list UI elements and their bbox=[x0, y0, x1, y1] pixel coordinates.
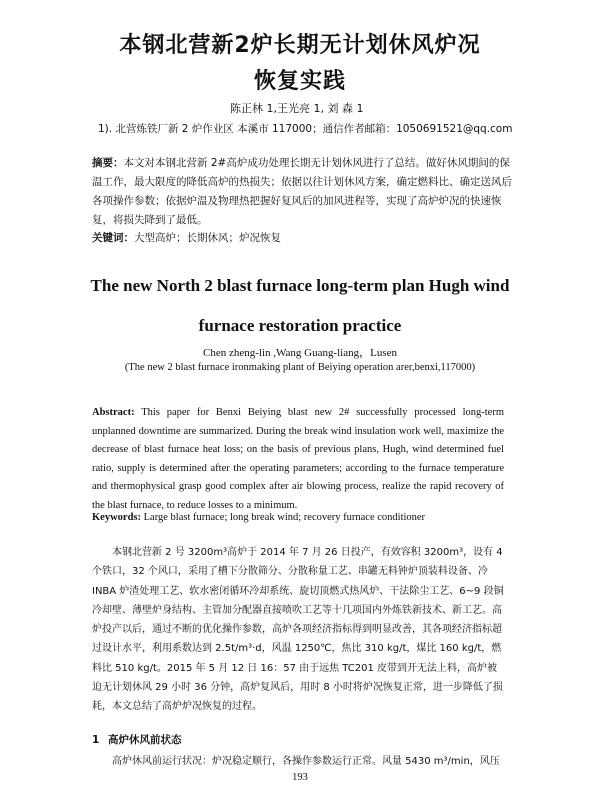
abstract-zh bbox=[92, 154, 512, 230]
keywords-zh-text: 大型高炉；长期休风；炉况恢复 bbox=[134, 232, 281, 244]
abstract-zh-text: 本文对本钢北营新 2#高炉成功处理长期无计划休风进行了总结。做好休风期间的保温工作，最大限度的降低高炉的热损失；依据以往计划休风方案，确定燃料比、确定送风后各项操作参数；依据炉温及物理热把握好复风后的加风进程等，实现了高炉炉况的快速恢复，将损失降到了最低。 bbox=[92, 157, 512, 226]
authors-en: Chen zheng-lin ,Wang Guang-liang，Lusen bbox=[202, 347, 397, 359]
title-en-line2: furnace restoration practice bbox=[198, 316, 402, 335]
body-paragraph: 本钢北营新 2 号 3200m³高炉于 2014 年 7 月 26 日投产，有效容积 3200m³，设有 4 个铁口，32 个风口，采用了槽下分散筛分、分散称量工艺、串罐无料钟炉顶装料设备、冷 INBA 炉渣处理工艺、软水密闭循环冷却系统、旋切顶燃式热风炉、干法除尘工艺、6~9 段铜冷却壁、薄壁炉身结构、主管加分配器直接喷吹工艺等十几项国内外炼铁新技术、新工艺。高炉投产以后，通过不断的优化操作参数，高炉各项经济指标得到明显改善，其各项经济指标超过设计水平，利用系数达到 2.5t/m³·d，风温 1250℃，焦比 310 kg/t，煤比 160 kg/t，燃料比 510 kg/t。2015 年 5 月 12 日 16：57 由于远焦 TC201 皮带到开无法上料，高炉被迫无计划休风 29 小时 36 分钟，高炉复风后，用时 8 小时将炉况恢复正常，进一步降低了损耗，本文总结了高炉炉况恢复的过程。 bbox=[92, 547, 504, 713]
section-text: 高炉休风前运行状况：炉况稳定顺行，各操作参数运行正常。风量 5430 m³/min，风压 bbox=[112, 756, 500, 767]
title-zh-line1: 本钢北营新2炉长期无计划休风炉况 bbox=[119, 33, 481, 58]
section-title: 高炉休风前状态 bbox=[108, 734, 182, 746]
keywords-en bbox=[92, 512, 512, 523]
keywords-en-text: Large blast furnace; long break wind; recovery furnace conditioner bbox=[143, 512, 426, 523]
affiliation-en: (The new 2 blast furnace ironmaking plant of Beiying operation arer,benxi,117000) bbox=[124, 362, 476, 373]
abstract-en-text: This paper for Benxi Beiying blast new 2# successfully processed long-term unplanned downtime are summarized. During the break wind insulation work well, maximize the decrease of blast furnace heat loss; on the basis of previous plans, Hugh, wind determined fuel ratio, supply is determined after the operating parameters; according to the furnace temperature and thermophysical grasp good complex after air blowing process, realize the rapid recovery of the blast furnace, to reduce losses to a minimum. bbox=[92, 407, 504, 511]
abstract-en-label: Abstract: bbox=[92, 407, 135, 418]
authors-zh: 陈正林 1,王光亮 1, 刘 森 1 bbox=[230, 102, 364, 115]
abstract-en bbox=[92, 404, 504, 515]
title-zh-line2: 恢复实践 bbox=[253, 69, 346, 94]
keywords-zh bbox=[92, 230, 281, 245]
section-number: 1 bbox=[92, 734, 100, 746]
page-number: 193 bbox=[292, 772, 308, 783]
keywords-zh-label: 关键词： bbox=[92, 232, 134, 244]
affiliation-zh: 1). 北营炼铁厂新 2 炉作业区 本溪市 117000；通信作者邮箱：1050691521@qq.com bbox=[98, 123, 513, 135]
abstract-zh-label: 摘要： bbox=[92, 157, 124, 169]
title-en-line1: The new North 2 blast furnace long-term plan Hugh wind bbox=[90, 276, 510, 295]
section-heading bbox=[92, 732, 182, 747]
keywords-en-label: Keywords: bbox=[92, 512, 141, 523]
